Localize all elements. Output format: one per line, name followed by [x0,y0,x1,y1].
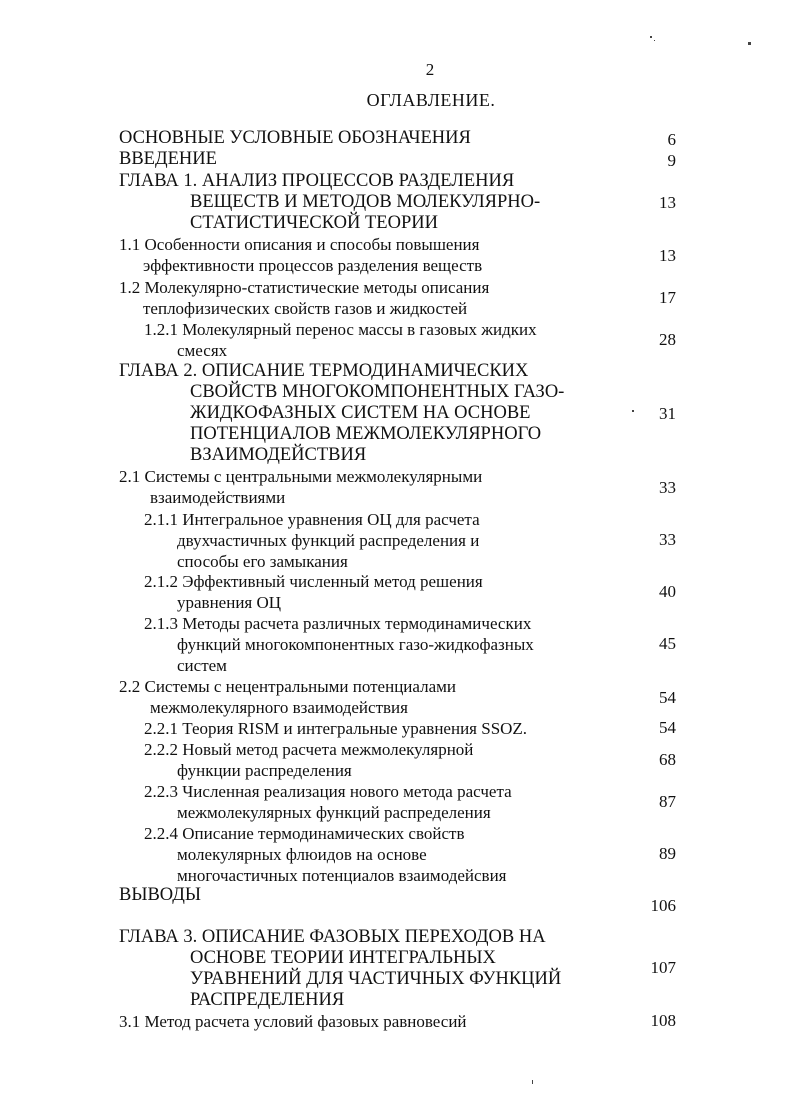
toc-page-number: 9 [667,151,676,170]
toc-entry-line: ОСНОВНЫЕ УСЛОВНЫЕ ОБОЗНАЧЕНИЯ [119,128,471,148]
toc-entry-line: межмолекулярных функций распределения [177,803,491,822]
toc-page-number: 40 [659,582,676,601]
toc-entry-line: СВОЙСТВ МНОГОКОМПОНЕНТНЫХ ГАЗО- [190,382,565,402]
toc-entry-line: эффективности процессов разделения веществ [143,256,483,275]
toc-entry-line: 3.1 Метод расчета условий фазовых равновесий [119,1012,467,1031]
toc-title: ОГЛАВЛЕНИЕ. [366,90,496,110]
scan-speck [654,40,655,41]
toc-entry-line: функций многокомпонентных газо-жидкофазных [177,635,534,654]
toc-entry-line: ВЫВОДЫ [119,885,202,905]
toc-entry-line: ГЛАВА 1. АНАЛИЗ ПРОЦЕССОВ РАЗДЕЛЕНИЯ [119,171,515,191]
scan-speck [632,410,634,412]
toc-entry-line: УРАВНЕНИЙ ДЛЯ ЧАСТИЧНЫХ ФУНКЦИЙ [190,969,562,989]
toc-entry-line: 2.1.3 Методы расчета различных термодинамических [144,614,532,633]
toc-page-number: 87 [659,792,676,811]
toc-entry-line: уравнения ОЦ [177,593,282,612]
toc-entry-line: 2.1.2 Эффективный численный метод решения [144,572,483,591]
toc-entry-line: способы его замыкания [177,552,348,571]
toc-page-number: 68 [659,750,676,769]
toc-entry-line: 2.2.1 Теория RISM и интегральные уравнения SSOZ. [144,719,528,738]
toc-entry-line: ВВЕДЕНИЕ [119,149,217,169]
scan-speck [748,42,751,45]
toc-entry-line: ВЗАИМОДЕЙСТВИЯ [190,445,367,465]
toc-entry-line: теплофизических свойств газов и жидкостей [143,299,468,318]
page-number: 2 [425,60,435,79]
toc-page-number: 33 [659,478,676,497]
toc-entry-line: функции распределения [177,761,352,780]
scan-speck [650,36,652,38]
toc-entry-line: смесях [177,341,228,360]
toc-entry-line: ВЕЩЕСТВ И МЕТОДОВ МОЛЕКУЛЯРНО- [190,192,541,212]
toc-entry-line: 2.2.3 Численная реализация нового метода расчета [144,782,512,801]
toc-entry-line: 1.2 Молекулярно-статистические методы описания [119,278,490,297]
toc-entry-line: межмолекулярного взаимодействия [150,698,408,717]
toc-page-number: 106 [650,896,676,915]
toc-entry-line: 2.2.2 Новый метод расчета межмолекулярной [144,740,474,759]
toc-entry-line: молекулярных флюидов на основе [177,845,427,864]
toc-page-number: 13 [659,246,676,265]
toc-entry-line: систем [177,656,227,675]
toc-entry-line: 2.2.4 Описание термодинамических свойств [144,824,465,843]
toc-entry-line: 2.1 Системы с центральными межмолекулярными [119,467,483,486]
toc-page-number: 6 [667,130,676,149]
toc-page-number: 89 [659,844,676,863]
toc-entry-line: многочастичных потенциалов взаимодейсвия [177,866,507,885]
toc-entry-line: СТАТИСТИЧЕСКОЙ ТЕОРИИ [190,213,438,233]
toc-entry-line: РАСПРЕДЕЛЕНИЯ [190,990,345,1010]
toc-page-number: 54 [659,718,676,737]
toc-page-number: 17 [659,288,676,307]
toc-page-number: 108 [650,1011,676,1030]
toc-entry-line: 2.1.1 Интегральное уравнения ОЦ для расчета [144,510,480,529]
toc-page-number: 31 [659,404,676,423]
toc-entry-line: 2.2 Системы с нецентральными потенциалами [119,677,456,696]
toc-page-number: 54 [659,688,676,707]
toc-entry-line: 1.1 Особенности описания и способы повышения [119,235,480,254]
toc-entry-line: 1.2.1 Молекулярный перенос массы в газовых жидких [144,320,537,339]
toc-entry-line: двухчастичных функций распределения и [177,531,480,550]
toc-entry-line: ЖИДКОФАЗНЫХ СИСТЕМ НА ОСНОВЕ [190,403,531,423]
toc-page-number: 13 [659,193,676,212]
toc-entry-line: ПОТЕНЦИАЛОВ МЕЖМОЛЕКУЛЯРНОГО [190,424,542,444]
toc-page-number: 28 [659,330,676,349]
toc-entry-line: ГЛАВА 3. ОПИСАНИЕ ФАЗОВЫХ ПЕРЕХОДОВ НА [119,927,546,947]
scan-speck [532,1080,533,1084]
toc-entry-line: взаимодействиями [150,488,286,507]
toc-page-number: 45 [659,634,676,653]
toc-entry-line: ОСНОВЕ ТЕОРИИ ИНТЕГРАЛЬНЫХ [190,948,496,968]
toc-page-number: 33 [659,530,676,549]
toc-entry-line: ГЛАВА 2. ОПИСАНИЕ ТЕРМОДИНАМИЧЕСКИХ [119,361,529,381]
toc-page-number: 107 [650,958,676,977]
